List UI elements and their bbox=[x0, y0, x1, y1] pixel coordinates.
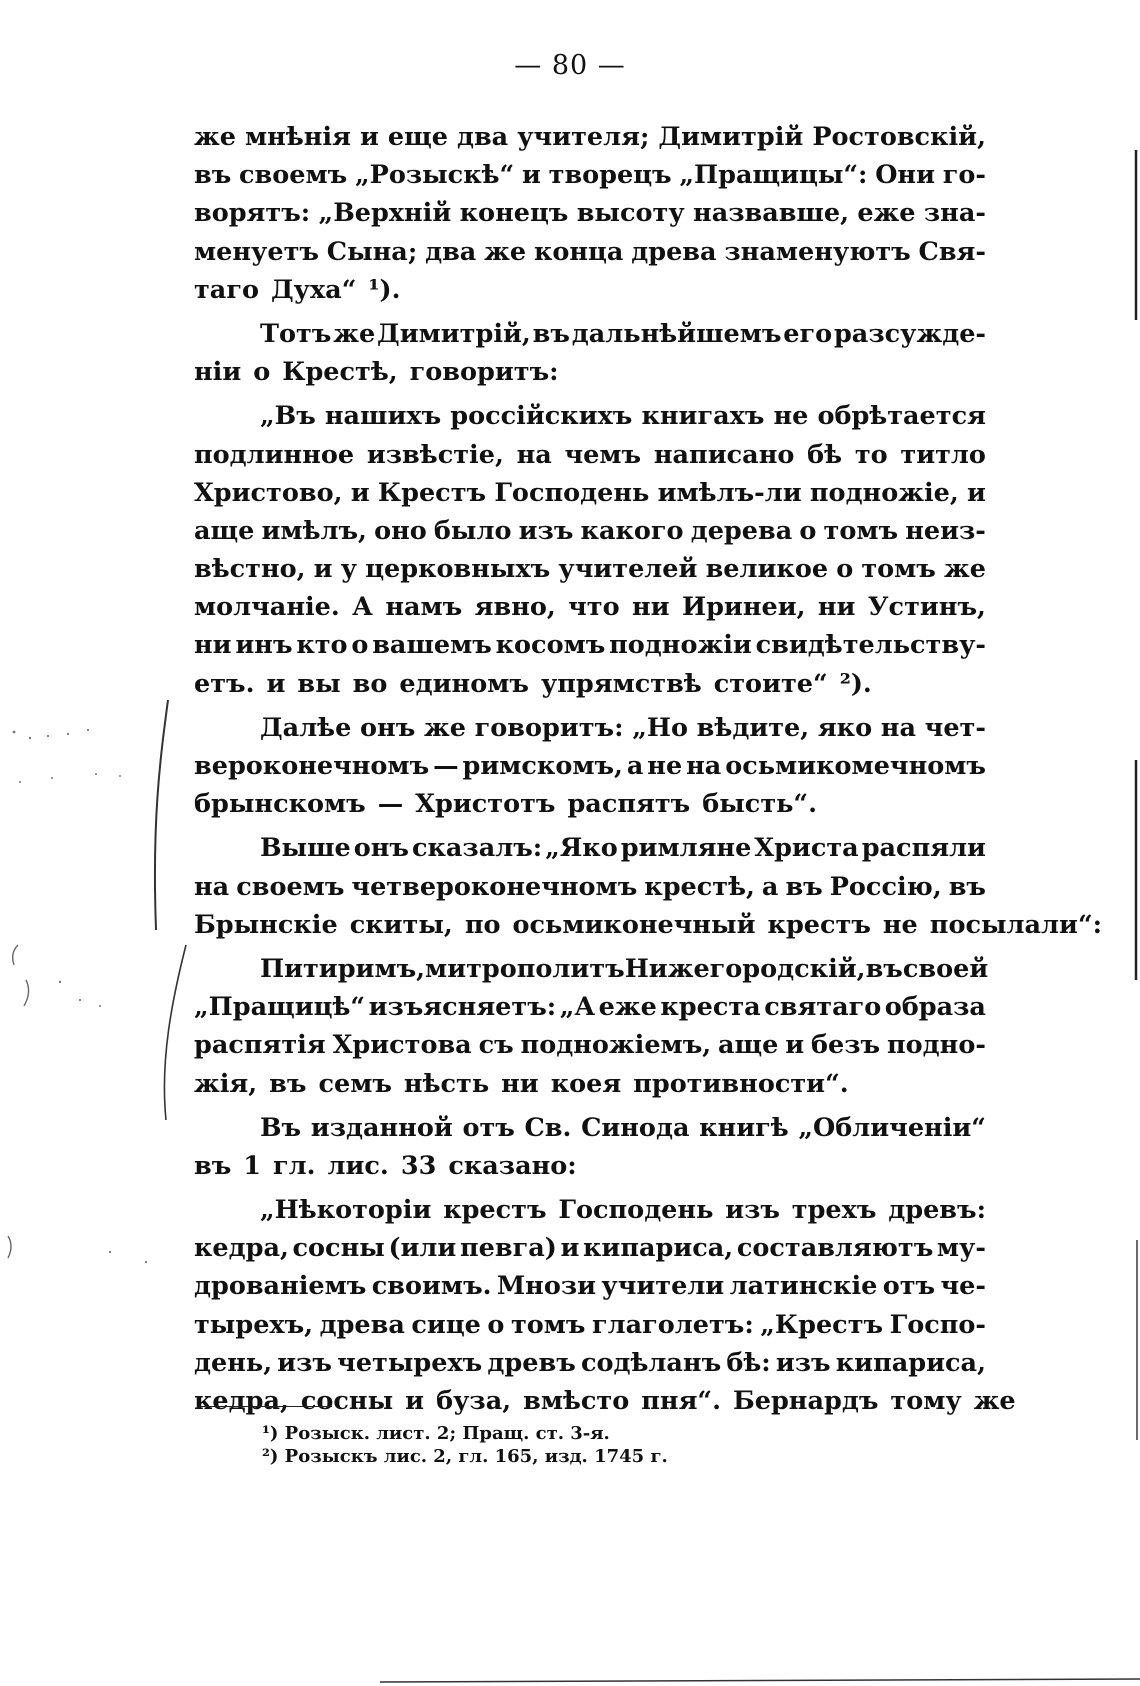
word: ни bbox=[194, 630, 232, 661]
word: имѣлъ-ли bbox=[657, 477, 802, 508]
word: гл. bbox=[273, 1150, 316, 1181]
word: намъ bbox=[385, 592, 463, 623]
word: чет- bbox=[924, 712, 986, 743]
word: буза, bbox=[436, 1386, 512, 1416]
word: Синода bbox=[581, 1112, 690, 1143]
word: кипариса, bbox=[835, 1347, 986, 1378]
word: римляне bbox=[620, 833, 752, 864]
word: книгахъ bbox=[641, 401, 765, 432]
word: распяли bbox=[861, 833, 986, 864]
word: дрованіемъ bbox=[194, 1271, 367, 1302]
word: отъ bbox=[462, 1112, 515, 1143]
word: тырехъ, bbox=[194, 1309, 314, 1340]
word: изъ bbox=[725, 1195, 780, 1226]
word: въ bbox=[865, 953, 903, 984]
word: книгѣ bbox=[699, 1112, 789, 1143]
word: въ bbox=[194, 1150, 232, 1181]
word: отъ bbox=[882, 1271, 936, 1302]
word: изъ bbox=[277, 1347, 332, 1378]
word: лис. bbox=[327, 1150, 389, 1181]
word: стоите“ bbox=[713, 668, 828, 699]
word: день, bbox=[194, 1347, 273, 1378]
word: Св. bbox=[524, 1112, 572, 1143]
word: мнѣнія bbox=[245, 122, 351, 152]
word: дерева bbox=[690, 515, 793, 546]
word: че- bbox=[940, 1271, 986, 1302]
word: жія, bbox=[194, 1068, 258, 1099]
word: во bbox=[352, 668, 388, 699]
word: кедра, bbox=[194, 1386, 289, 1416]
word: Господень bbox=[494, 477, 650, 508]
word: древъ: bbox=[888, 1195, 986, 1226]
word: его bbox=[783, 318, 833, 349]
word: имѣлъ, bbox=[261, 515, 367, 546]
word: бѣ bbox=[807, 439, 843, 470]
word: ни bbox=[632, 592, 670, 623]
word: древа bbox=[631, 236, 717, 267]
word: томъ bbox=[861, 554, 936, 585]
word: распятъ bbox=[567, 789, 691, 820]
word: „А bbox=[559, 992, 596, 1023]
word: древа bbox=[319, 1309, 405, 1340]
word: онъ bbox=[353, 833, 409, 864]
word: — bbox=[377, 789, 404, 820]
word: сосны bbox=[292, 1233, 385, 1264]
word: церковныхъ bbox=[365, 554, 551, 585]
word: содѣланъ bbox=[580, 1347, 722, 1378]
word: изъ bbox=[518, 515, 574, 546]
word: по bbox=[464, 909, 501, 940]
word: на bbox=[880, 712, 916, 743]
word: россійскихъ bbox=[450, 401, 633, 432]
word: етъ. bbox=[194, 668, 255, 699]
word: вѣдите, bbox=[696, 712, 810, 743]
word: посылали“: bbox=[929, 909, 1103, 940]
word: нашихъ bbox=[324, 401, 442, 432]
word: Сына; bbox=[326, 236, 418, 267]
word: ¹). bbox=[368, 274, 401, 305]
word: титло bbox=[900, 439, 986, 470]
word: „Верхній bbox=[318, 198, 452, 229]
word: Христа bbox=[754, 833, 859, 864]
word: Они bbox=[875, 160, 936, 191]
word: косомъ bbox=[495, 630, 606, 661]
word: аще bbox=[194, 515, 255, 546]
word: певга) bbox=[459, 1233, 557, 1264]
word: онъ bbox=[360, 712, 416, 743]
word: 1 bbox=[243, 1150, 262, 1181]
word: же bbox=[333, 318, 376, 349]
word: молчаніе. bbox=[194, 592, 340, 623]
word: что bbox=[568, 592, 620, 623]
page-number: — 80 — bbox=[514, 50, 626, 81]
word: составляютъ bbox=[736, 1233, 934, 1264]
word: Россію, bbox=[829, 871, 942, 902]
word: го- bbox=[942, 160, 986, 191]
word: на bbox=[686, 751, 722, 781]
word: Господень bbox=[558, 1195, 714, 1226]
word: томъ bbox=[510, 1309, 586, 1340]
word: Крестъ bbox=[377, 477, 487, 508]
word: осьмикомечномъ bbox=[725, 751, 986, 781]
word: единомъ bbox=[399, 668, 529, 699]
word: говоритъ: bbox=[474, 712, 624, 743]
word: ²). bbox=[839, 668, 872, 699]
word: извѣстіе, bbox=[366, 439, 504, 470]
word: еже bbox=[857, 198, 916, 229]
word: Госпо- bbox=[889, 1309, 986, 1340]
word: безъ bbox=[811, 1030, 881, 1061]
word: Брынскіе bbox=[194, 909, 338, 940]
word: было bbox=[433, 515, 512, 546]
word: кто bbox=[296, 630, 348, 661]
word: образа bbox=[884, 992, 986, 1023]
word: конца bbox=[533, 236, 624, 267]
word: ніи bbox=[194, 357, 242, 388]
word: римскомъ, bbox=[462, 751, 623, 781]
word: своемъ bbox=[239, 160, 348, 191]
word: два bbox=[425, 236, 477, 267]
word: кипариса, bbox=[583, 1233, 734, 1264]
word: и bbox=[560, 1233, 580, 1264]
word: латинскіе bbox=[729, 1271, 878, 1302]
word: въ bbox=[532, 318, 570, 349]
word: (или bbox=[388, 1233, 457, 1264]
word: и bbox=[359, 122, 379, 152]
word: вашемъ bbox=[372, 630, 492, 661]
word: „Нѣкоторіи bbox=[260, 1195, 432, 1226]
word: „Яко bbox=[545, 833, 618, 864]
word: высоту bbox=[576, 198, 685, 229]
word: вмѣсто bbox=[523, 1386, 630, 1416]
word: сказано: bbox=[448, 1150, 577, 1181]
word: аще bbox=[718, 1030, 779, 1061]
word: ни bbox=[817, 592, 856, 623]
word: Нижегородскій, bbox=[624, 953, 866, 984]
word: крестъ bbox=[767, 909, 871, 940]
word: Выше bbox=[260, 833, 351, 864]
word: сказалъ: bbox=[411, 833, 543, 864]
word: ворятъ: bbox=[194, 198, 311, 229]
word: учители bbox=[601, 1271, 725, 1302]
word: яко bbox=[817, 712, 873, 743]
word: митрополитъ bbox=[425, 953, 625, 984]
word: чемъ bbox=[564, 439, 642, 470]
word: и bbox=[967, 477, 986, 508]
word: о bbox=[836, 554, 854, 585]
word: Мнози bbox=[496, 1271, 597, 1302]
word: сице bbox=[411, 1309, 481, 1340]
word: 33 bbox=[400, 1150, 437, 1181]
word: а bbox=[761, 871, 779, 902]
word: изданной bbox=[310, 1112, 453, 1143]
word: „Но bbox=[632, 712, 688, 743]
word: бѣ: bbox=[726, 1347, 771, 1378]
word: — bbox=[433, 751, 459, 781]
word: учителя; bbox=[517, 122, 650, 152]
word: трехъ bbox=[791, 1195, 877, 1226]
word: на bbox=[516, 439, 552, 470]
word: у bbox=[340, 554, 358, 585]
word: Бернардъ bbox=[732, 1386, 879, 1416]
word: и bbox=[785, 1030, 805, 1061]
word: изъясняетъ: bbox=[368, 992, 557, 1023]
word: семъ bbox=[318, 1068, 392, 1099]
word: крестъ bbox=[443, 1195, 547, 1226]
word: Димитрій, bbox=[377, 318, 531, 349]
word: какого bbox=[580, 515, 684, 546]
word: му- bbox=[936, 1233, 986, 1264]
word: и bbox=[266, 668, 286, 699]
word: Ростовскій, bbox=[812, 122, 986, 152]
word: не bbox=[773, 401, 809, 432]
word: съ bbox=[478, 1030, 514, 1061]
word: Духа“ bbox=[270, 274, 357, 305]
word: брынскомъ bbox=[194, 789, 366, 820]
word: Христотъ bbox=[415, 789, 556, 820]
word: святаго bbox=[764, 992, 882, 1023]
word: „Обличеніи“ bbox=[798, 1112, 986, 1143]
word: четвероконечномъ bbox=[351, 871, 638, 902]
footnote-1: ¹) Розыск. лист. 2; Пращ. ст. 3-я. bbox=[262, 1423, 610, 1444]
word: оно bbox=[374, 515, 427, 546]
word: назвавше, bbox=[693, 198, 849, 229]
word: вероконечномъ bbox=[194, 751, 430, 781]
word: вы bbox=[297, 668, 341, 699]
word: на bbox=[194, 871, 230, 902]
word: въ bbox=[948, 871, 986, 902]
word: написано bbox=[653, 439, 795, 470]
word: Димитрій bbox=[658, 122, 804, 152]
word: же bbox=[944, 554, 986, 585]
word: же bbox=[194, 122, 236, 152]
word: ни bbox=[501, 1068, 539, 1099]
word: еже bbox=[598, 992, 657, 1023]
word: кедра, bbox=[194, 1233, 289, 1264]
word: креста bbox=[660, 992, 761, 1023]
word: два bbox=[456, 122, 509, 152]
word: Иринеи, bbox=[681, 592, 806, 623]
word: своей bbox=[902, 953, 989, 984]
word: А bbox=[352, 592, 373, 623]
word: менуетъ bbox=[194, 236, 319, 267]
word: „Пращицѣ“ bbox=[194, 992, 366, 1023]
word: сосны bbox=[300, 1386, 394, 1416]
word: тому bbox=[890, 1386, 962, 1416]
word: глаголетъ: bbox=[592, 1309, 754, 1340]
word: упрямствѣ bbox=[540, 668, 702, 699]
word: подножіемъ, bbox=[520, 1030, 712, 1061]
word: то bbox=[854, 439, 888, 470]
word: не bbox=[882, 909, 918, 940]
word: великое bbox=[705, 554, 829, 585]
word: „Розыскѣ“ bbox=[354, 160, 515, 191]
word: своемъ bbox=[236, 871, 345, 902]
word: бысть“. bbox=[702, 789, 817, 820]
word: подножіи bbox=[609, 630, 752, 661]
word: Крестѣ, bbox=[282, 357, 398, 388]
word: подлинное bbox=[194, 439, 355, 470]
word: дальнѣйшемъ bbox=[571, 318, 782, 349]
word: коея bbox=[550, 1068, 622, 1099]
word: учителей bbox=[558, 554, 698, 585]
word: и bbox=[313, 554, 333, 585]
word: творецъ bbox=[548, 160, 672, 191]
word: своимъ. bbox=[371, 1271, 492, 1302]
word: о bbox=[799, 515, 817, 546]
word: въ bbox=[194, 160, 232, 191]
word: Христово, bbox=[194, 477, 343, 508]
word: „Крестъ bbox=[760, 1309, 884, 1340]
word: въ bbox=[785, 871, 823, 902]
word: обрѣтается bbox=[817, 401, 986, 432]
word: „Пращицы“: bbox=[679, 160, 868, 191]
word: крестѣ, bbox=[644, 871, 755, 902]
word: четырехъ bbox=[337, 1347, 483, 1378]
word: подно- bbox=[886, 1030, 986, 1061]
word: же bbox=[484, 236, 527, 267]
word: Христова bbox=[332, 1030, 472, 1061]
word: скиты, bbox=[349, 909, 453, 940]
word: и bbox=[350, 477, 370, 508]
word: неиз- bbox=[905, 515, 986, 546]
word: подножіе, bbox=[809, 477, 959, 508]
word: еще bbox=[387, 122, 448, 152]
word: конецъ bbox=[459, 198, 569, 229]
word: древъ bbox=[487, 1347, 576, 1378]
word: а bbox=[626, 751, 644, 781]
word: и bbox=[405, 1386, 425, 1416]
word: въ bbox=[269, 1068, 307, 1099]
word: пня“. bbox=[641, 1386, 721, 1416]
word: говоритъ: bbox=[409, 357, 559, 388]
word: Въ bbox=[260, 1112, 302, 1143]
word: о bbox=[487, 1309, 505, 1340]
word: Далѣе bbox=[260, 712, 352, 743]
word: знаменуютъ bbox=[724, 236, 911, 267]
word: вѣстно, bbox=[194, 554, 306, 585]
word: противности“. bbox=[633, 1068, 849, 1099]
word: разсужде- bbox=[833, 318, 986, 349]
word: и bbox=[521, 160, 541, 191]
word: зна- bbox=[923, 198, 986, 229]
word: не bbox=[647, 751, 683, 781]
word: свидѣтельству- bbox=[755, 630, 986, 661]
word: же bbox=[973, 1386, 1016, 1416]
word: Тотъ bbox=[260, 318, 332, 349]
word: явно, bbox=[474, 592, 556, 623]
word: нѣсть bbox=[403, 1068, 490, 1099]
word: изъ bbox=[775, 1347, 831, 1378]
word: осьмиконечный bbox=[512, 909, 756, 940]
word: распятія bbox=[194, 1030, 326, 1061]
word: инъ bbox=[235, 630, 293, 661]
word: Устинъ, bbox=[867, 592, 986, 623]
word: о bbox=[253, 357, 271, 388]
word: Свя- bbox=[918, 236, 986, 267]
word: томъ bbox=[823, 515, 899, 546]
word: Питиримъ, bbox=[260, 953, 426, 984]
footnote-2: ²) Розыскъ лис. 2, гл. 165, изд. 1745 г. bbox=[262, 1446, 668, 1467]
word: таго bbox=[194, 274, 259, 305]
word: „Въ bbox=[260, 401, 316, 432]
word: о bbox=[351, 630, 369, 661]
word: же bbox=[423, 712, 466, 743]
